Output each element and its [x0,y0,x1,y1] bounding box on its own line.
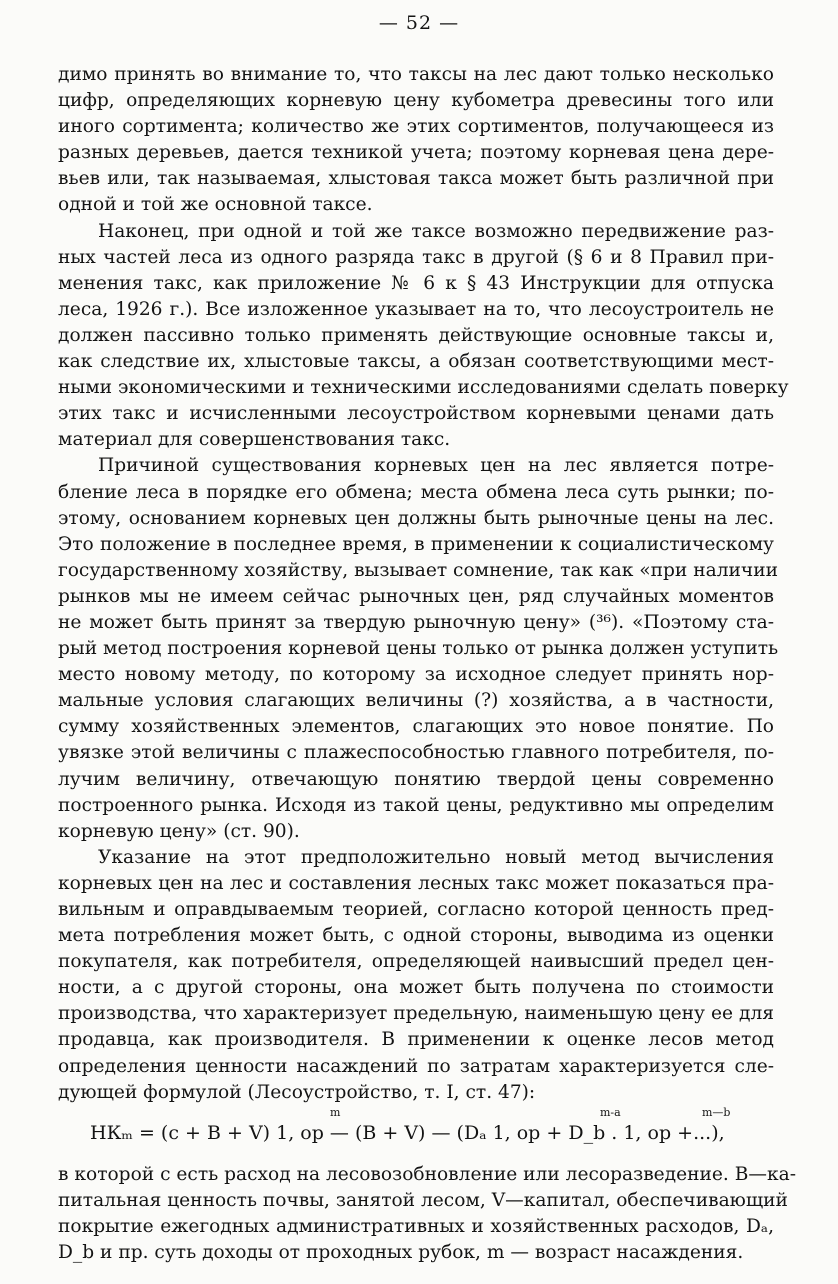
text-line: производства, что характеризует предельную, наименьшую цену ее для [58,1003,774,1025]
paragraph [58,62,774,219]
text-line: сумму хозяйственных элементов, слагающих это новое понятие. По [58,716,774,738]
text-line: Это положение в последнее время, в применении к социалистическому [58,533,774,555]
text-line: вильным и оправдываемым теорией, согласно которой ценность пред- [58,899,774,920]
text-line: должен пассивно только применять действующие основные таксы и, [58,324,774,346]
text-line: в которой с есть расход на лесовозобновление или лесоразведение. В—ка- [58,1164,796,1185]
text-line: Указание на этот предположительно новый метод вычисления [98,846,774,868]
text-line: разных деревьев, дается техникой учета; поэтому корневая цена дере- [58,142,774,164]
text-line: определения ценности насаждений по затратам характеризуется сле- [58,1055,774,1077]
text-line: D_b и пр. суть доходы от проходных рубок, m — возраст насаждения. [58,1242,744,1264]
formula-expression: НКₘ = (c + B + V) 1, op — (B + V) — (Dₐ 1, op + D_b . 1, op +...), [90,1122,725,1144]
text-line: ных частей леса из одного разряда такс в другой (§ 6 и 8 Правил при- [58,246,774,268]
text-line: не может быть принят за твердую рыночную цену» (³⁶). «Поэтому ста- [58,611,774,633]
text-line: корневую цену» (ст. 90). [58,820,300,842]
text-line: леса, 1926 г.). Все изложенное указывает на то, что лесоустроитель не [58,298,774,320]
paragraph [58,453,779,844]
text-line: Причиной существования корневых цен на лес является потре- [98,455,774,477]
text-line: Наконец, при одной и той же таксе возможно передвижение раз- [98,220,774,242]
formula-superscript-m: m [330,1106,341,1119]
text-line: построенного рынка. Исходя из такой цены, редуктивно мы определим [58,794,774,816]
text-line: продавца, как производителя. В применении к оценке лесов метод [58,1029,774,1051]
text-line: материал для совершенствования такс. [58,429,451,451]
text-line: рый метод построения корневой цены только от рынка должен уступить [58,638,779,660]
text-line: лучим величину, отвечающую понятию твердой цены современно [58,768,774,790]
formula [90,1100,780,1160]
text-line: ности, а с другой стороны, она может быть получена по стоимости [58,977,774,999]
paragraph [58,845,774,1106]
text-line: увязке этой величины с плажеспособностью главного потребителя, по- [58,742,774,764]
text-line: ными экономическими и техническими исследованиями сделать поверку [58,377,789,399]
formula-superscript-m-a: m-a [600,1106,621,1119]
text-line: иного сортимента; количество же этих сортиментов, получающееся из [58,116,774,138]
text-line: мета потребления может быть, с одной стороны, выводима из оценки [58,925,774,947]
text-line: вьев или, так называемая, хлыстовая такса может быть различной при [58,168,774,190]
text-line: покрытие ежегодных административных и хозяйственных расходов, Dₐ, [58,1216,774,1238]
body-text [58,62,789,1106]
paragraph [58,219,789,454]
text-line: этих такс и исчисленными лесоустройством корневыми ценами дать [58,403,774,425]
text-line: рынков мы не имеем сейчас рыночных цен, ряд случайных моментов [58,585,774,607]
formula-superscript-m-b: m—b [702,1106,731,1119]
text-line: этому, основанием корневых цен должны быть рыночные цены на лес. [58,507,774,529]
page-number: — 52 — [378,12,460,34]
text-line: покупателя, как потребителя, определяющей наивысший предел цен- [58,951,774,973]
text-line: мальные условия слагающих величины (?) хозяйства, а в частности, [58,690,774,712]
text-line: государственному хозяйству, вызывает сомнение, так как «при наличии [58,559,778,581]
closing-paragraph [58,1162,796,1266]
text-line: корневых цен на лес и составления лесных такс может показаться пра- [58,872,774,894]
text-line: цифр, определяющих корневую цену кубометра древесины того или [58,90,774,112]
text-line: димо принять во внимание то, что таксы на лес дают только несколько [58,64,774,85]
text-line: одной и той же основной таксе. [58,194,373,216]
text-line: питальная ценность почвы, занятой лесом, V—капитал, обеспечивающий [58,1190,788,1212]
text-line: менения такс, как приложение № 6 к § 43 Инструкции для отпуска [58,272,774,294]
text-line: бление леса в порядке его обмена; места обмена леса суть рынки; по- [58,481,774,503]
text-line: как следствие их, хлыстовые таксы, а обязан соответствующими мест- [58,351,774,373]
text-line: место новому методу, по которому за исходное следует принять нор- [58,664,774,686]
text-line: дующей формулой (Лесоустройство, т. I, ст. 47): [58,1081,536,1103]
